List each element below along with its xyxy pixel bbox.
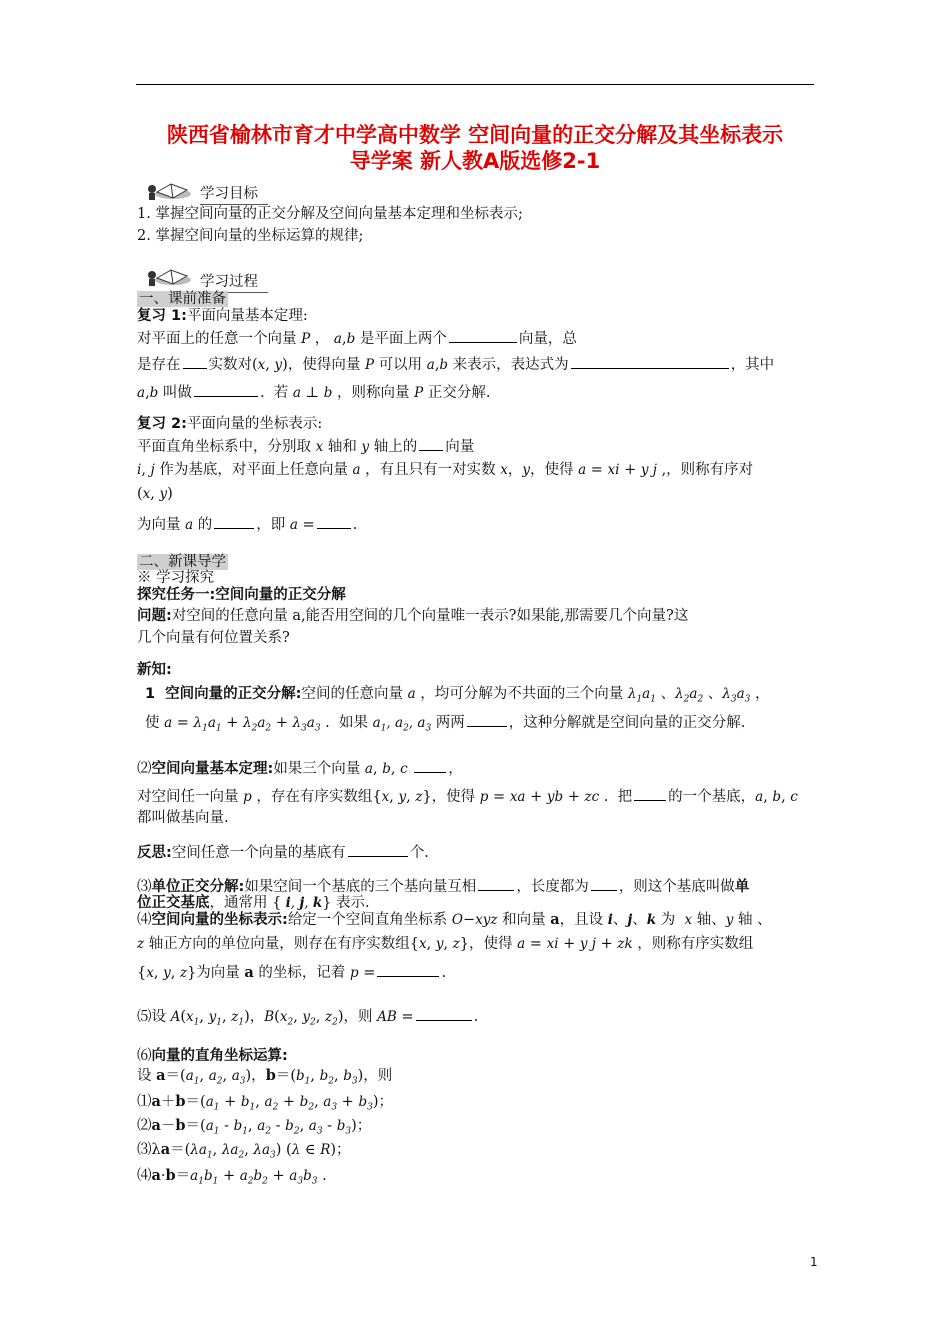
newknow-item-1b: 使 $a = \lambda_1a_1 + \lambda_2a_2 + \lambda_3a_3$ . 如果 $a_1$, $a_2$, $a_3$ 两两 ，这种分解就是空间向量的正交分解. — [145, 712, 745, 739]
newknow-item-2b: 对空间任一向量 p ，存在有序实数组{x, y, z}，使得 p = xa + yb + zc . 把 的一个基底，a, b, c — [137, 786, 798, 807]
process-heading: 学习过程 — [200, 272, 268, 293]
review2-line: 复习 2:平面向量的坐标表示: — [137, 416, 323, 432]
review1-text-3: a,b 叫做 . 若 a ⊥ b ，则称向量 P 正交分解. — [137, 382, 490, 403]
newknow-item-2: ⑵空间向量基本定理:如果三个向量 a, b, c ， — [137, 758, 463, 779]
newknow-item-4: ⑷空间向量的坐标表示:给定一个空间直角坐标系 O−xyz 和向量 a，且设 i、j、k 为 x 轴、y 轴 、 — [137, 911, 772, 928]
book-reader-icon — [143, 262, 193, 288]
question-line-2: 几个向量有何位置关系? — [137, 630, 290, 646]
review1-text-1: 对平面上的任意一个向量 P ， a,b 是平面上两个 向量，总 — [137, 328, 577, 349]
newknow-item-4b: z 轴正方向的单位向量，则存在有序实数组{x, y, z}，使得 a = xi + y j + zk ，则称有序实数组 — [137, 936, 754, 952]
review2-text-3: (x, y) — [137, 486, 173, 502]
op-dot: $⑷a\cdot b=a_1b_1 + a_2b_2 + a_3b_3$ . — [137, 1167, 327, 1187]
task1-heading: 探究任务一:空间向量的正交分解 — [137, 587, 346, 603]
newknow-item-2c: 都叫做基向量. — [137, 810, 229, 826]
question-line-1: 问题:对空间的任意向量 a,能否用空间的几个向量唯一表示?如果能,那需要几个向量?这 — [137, 608, 689, 624]
reflect-line: 反思:空间任意一个向量的基底有 个. — [137, 842, 429, 863]
doc-title-line1: 陕西省榆林市育才中学高中数学 空间向量的正交分解及其坐标表示 — [166, 123, 784, 147]
newknow-item-4c: {x, y, z}为向量 a 的坐标，记着 p = . — [137, 964, 447, 981]
objective-item-2: 2. 掌握空间向量的坐标运算的规律; — [137, 228, 364, 244]
op-sub: $⑵a-b=(a_1 - b_1$, $a_2 - b_2$, $a_3 - b_3$)； — [137, 1117, 372, 1137]
newknow-item-6: ⑹向量的直角坐标运算: — [137, 1048, 288, 1064]
header-rule — [136, 84, 814, 85]
newknow-item-3b: 位正交基底，通常用 { i, j, k} 表示. — [137, 895, 370, 911]
review1-line: 复习 1:平面向量基本定理: — [137, 308, 308, 324]
review2-text-1: 平面直角坐标系中，分别取 x 轴和 y 轴上的 向量 — [137, 436, 474, 457]
page-number: 1 — [810, 1255, 818, 1269]
book-reader-icon — [143, 176, 193, 202]
explore-heading: ※ 学习探究 — [137, 570, 215, 586]
review1-text-2: 是存在 实数对(x, y)，使得向量 P 可以用 a,b 来表示，表达式为 ，其中 — [137, 354, 774, 375]
section-heading-1: 一、课前准备 — [139, 291, 226, 307]
objective-item-1: 1. 掌握空间向量的正交分解及空间向量基本定理和坐标表示; — [137, 206, 523, 222]
new-knowledge-heading: 新知: — [137, 662, 172, 678]
vector-def-line: 设 $a=(a_1$, $a_2$, $a_3$)，$b=(b_1$, $b_2$, $b_3$)，则 — [137, 1067, 393, 1087]
review2-text-4: 为向量 a 的 ，即 a = . — [137, 514, 357, 535]
newknow-item-1: 1 空间向量的正交分解:空间的任意向量 a ，均可分解为不共面的三个向量 $\lambda_1a_1$ 、$\lambda_2a_2$ 、$\lambda_3a_3$ ， — [145, 686, 770, 705]
newknow-item-3: ⑶单位正交分解:如果空间一个基底的三个基向量互相 ，长度都为 ，则这个基底叫做单 — [137, 876, 749, 897]
review2-text-2: i, j 作为基底，对平面上任意向量 a ，有且只有一对实数 x，y，使得 a = xi + y j ,，则称有序对 — [137, 462, 754, 478]
section-heading-2: 二、新课导学 — [139, 554, 226, 570]
op-scalar: $⑶\lambda a=(\lambda a_1$, $\lambda a_2$, $\lambda a_3$) (λ ∈ R)； — [137, 1141, 351, 1161]
objectives-heading: 学习目标 — [200, 184, 268, 205]
newknow-item-5: ⑸设 $A(x_1$, $y_1$, $z_1$)，$B(x_2$, $y_2$, $z_2$)，则 AB = . — [137, 1006, 478, 1033]
doc-title-line2: 导学案 新人教A版选修2-1 — [349, 149, 601, 173]
op-add: $⑴a+b=(a_1 + b_1$, $a_2 + b_2$, $a_3 + b_3$)； — [137, 1093, 394, 1113]
